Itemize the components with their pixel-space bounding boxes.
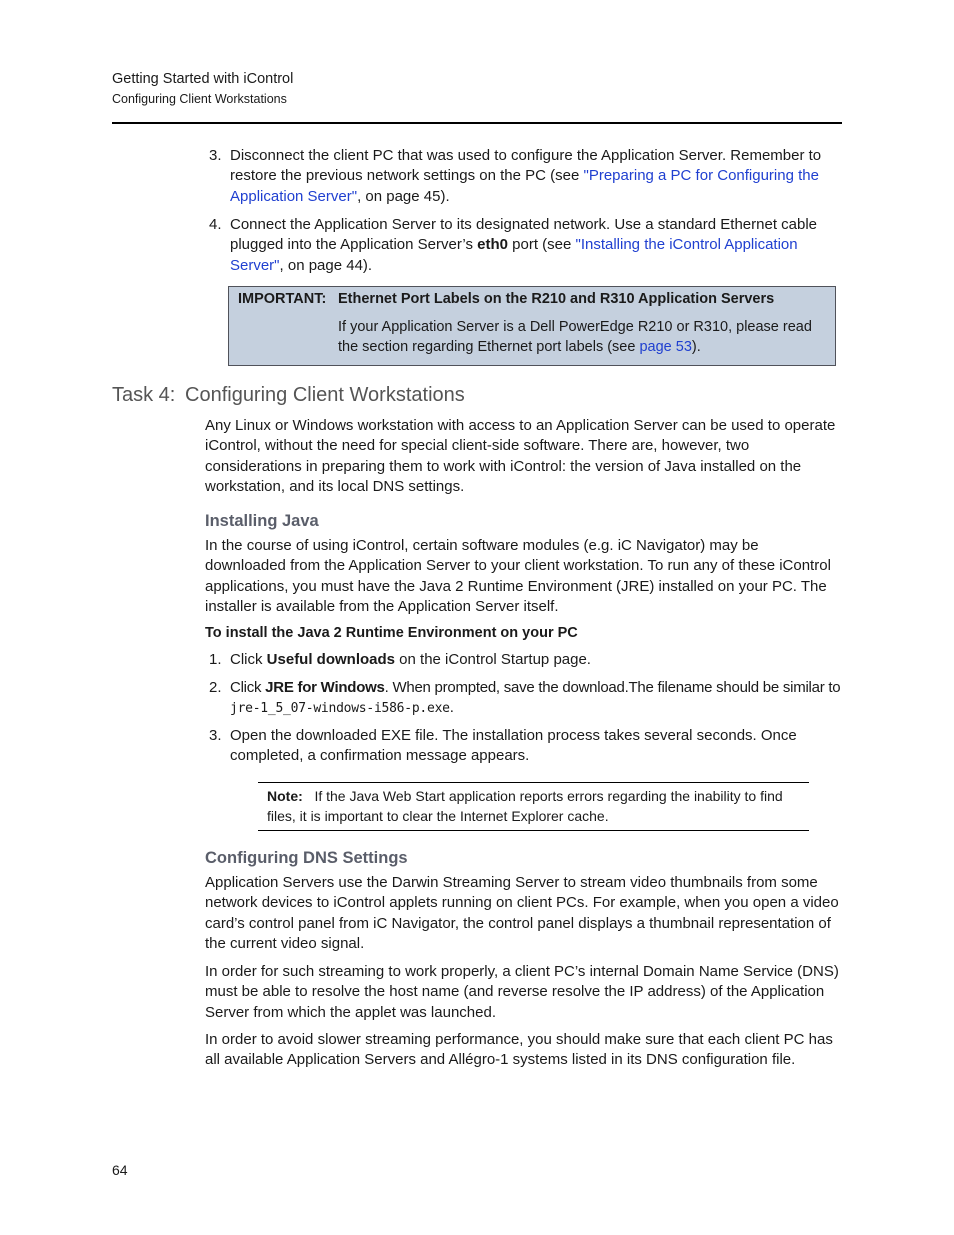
section-heading-dns: Configuring DNS Settings: [205, 849, 408, 867]
java-body: In the course of using iControl, certain software modules (e.g. iC Navigator) may be downloaded from the Application Server to your client workstation. To run any of these iControl applications, you must have the Java 2 Runtime Environment (JRE) installed on your PC. The installer is available from the Application Server itself.: [205, 537, 831, 615]
dns-paragraph: In order to avoid slower streaming performance, you should make sure that each client PC has all available Application Servers and Allégro-1 systems listed in its DNS configuration file.: [205, 1031, 833, 1069]
running-header-subtitle: Configuring Client Workstations: [112, 92, 287, 106]
step-number: 1.: [209, 651, 222, 668]
cross-reference-link[interactable]: "Preparing a PC for Configuring the Application Server": [230, 167, 819, 205]
dns-paragraph: Application Servers use the Darwin Streaming Server to stream video thumbnails from some network devices to iControl applets running on client PCs. For example, when you open a video card’s control panel from iC Navigator, the control panel displays a thumbnail representation of the current video signal.: [205, 874, 839, 952]
filename-code: jre-1_5_07-windows-i586-p.exe: [230, 701, 450, 717]
task-title: Configuring Client Workstations: [185, 384, 465, 406]
step-text: Disconnect the client PC that was used to configure the Application Server. Remember to restore the previous network settings on the PC (see "Preparing a PC for Configuring the Application Server", on page 45).: [230, 147, 822, 205]
section-heading-java: Installing Java: [205, 512, 319, 530]
important-body: If your Application Server is a Dell PowerEdge R210 or R310, please read the section regarding Ethernet port labels (see page 53).: [338, 319, 812, 356]
task-number: Task 4:: [112, 384, 176, 406]
cross-reference-link[interactable]: "Installing the iControl Application Server": [230, 236, 798, 274]
note-text: If the Java Web Start application reports errors regarding the inability to find files, it is important to clear the Internet Explorer cache.: [267, 788, 783, 824]
page-link[interactable]: page 53: [639, 339, 692, 356]
page-number: 64: [112, 1162, 128, 1178]
running-header-title: Getting Started with iControl: [112, 71, 294, 87]
note-label: Note:: [267, 788, 303, 804]
step-text: Open the downloaded EXE file. The installation process takes several seconds. Once completed, a confirmation message appears.: [230, 727, 797, 765]
important-callout: [228, 286, 836, 366]
step-text: Connect the Application Server to its designated network. Use a standard Ethernet cable plugged into the Application Server’s eth0 port (see "Installing the iControl Application Server", on page 44).: [230, 216, 818, 274]
dns-paragraph: In order for such streaming to work properly, a client PC’s internal Domain Name Service (DNS) must be able to resolve the host name (and reverse resolve the IP address) of the Application Server from which the applet was launched.: [205, 963, 839, 1021]
note-callout: [258, 782, 809, 831]
important-label: IMPORTANT:: [238, 291, 327, 307]
important-title: Ethernet Port Labels on the R210 and R310 Application Servers: [338, 291, 775, 307]
task-intro: Any Linux or Windows workstation with access to an Application Server can be used to operate iControl, without the need for special client-side software. There are, however, two considerations in preparing them to work with iControl: the version of Java installed on the workstation, and its local DNS settings.: [205, 417, 836, 495]
step-number: 4.: [209, 216, 222, 233]
step-number: 2.: [209, 679, 222, 696]
step-number: 3.: [209, 727, 222, 744]
header-rule: [112, 122, 842, 124]
step-text: Click JRE for Windows. When prompted, save the download.The filename should be similar to jre-1_5_07-windows-i586-p.exe.: [230, 679, 841, 717]
task-heading: [112, 384, 465, 407]
step-text: Click Useful downloads on the iControl Startup page.: [230, 651, 591, 668]
procedure-title: To install the Java 2 Runtime Environment on your PC: [205, 625, 578, 641]
step-number: 3.: [209, 147, 222, 164]
